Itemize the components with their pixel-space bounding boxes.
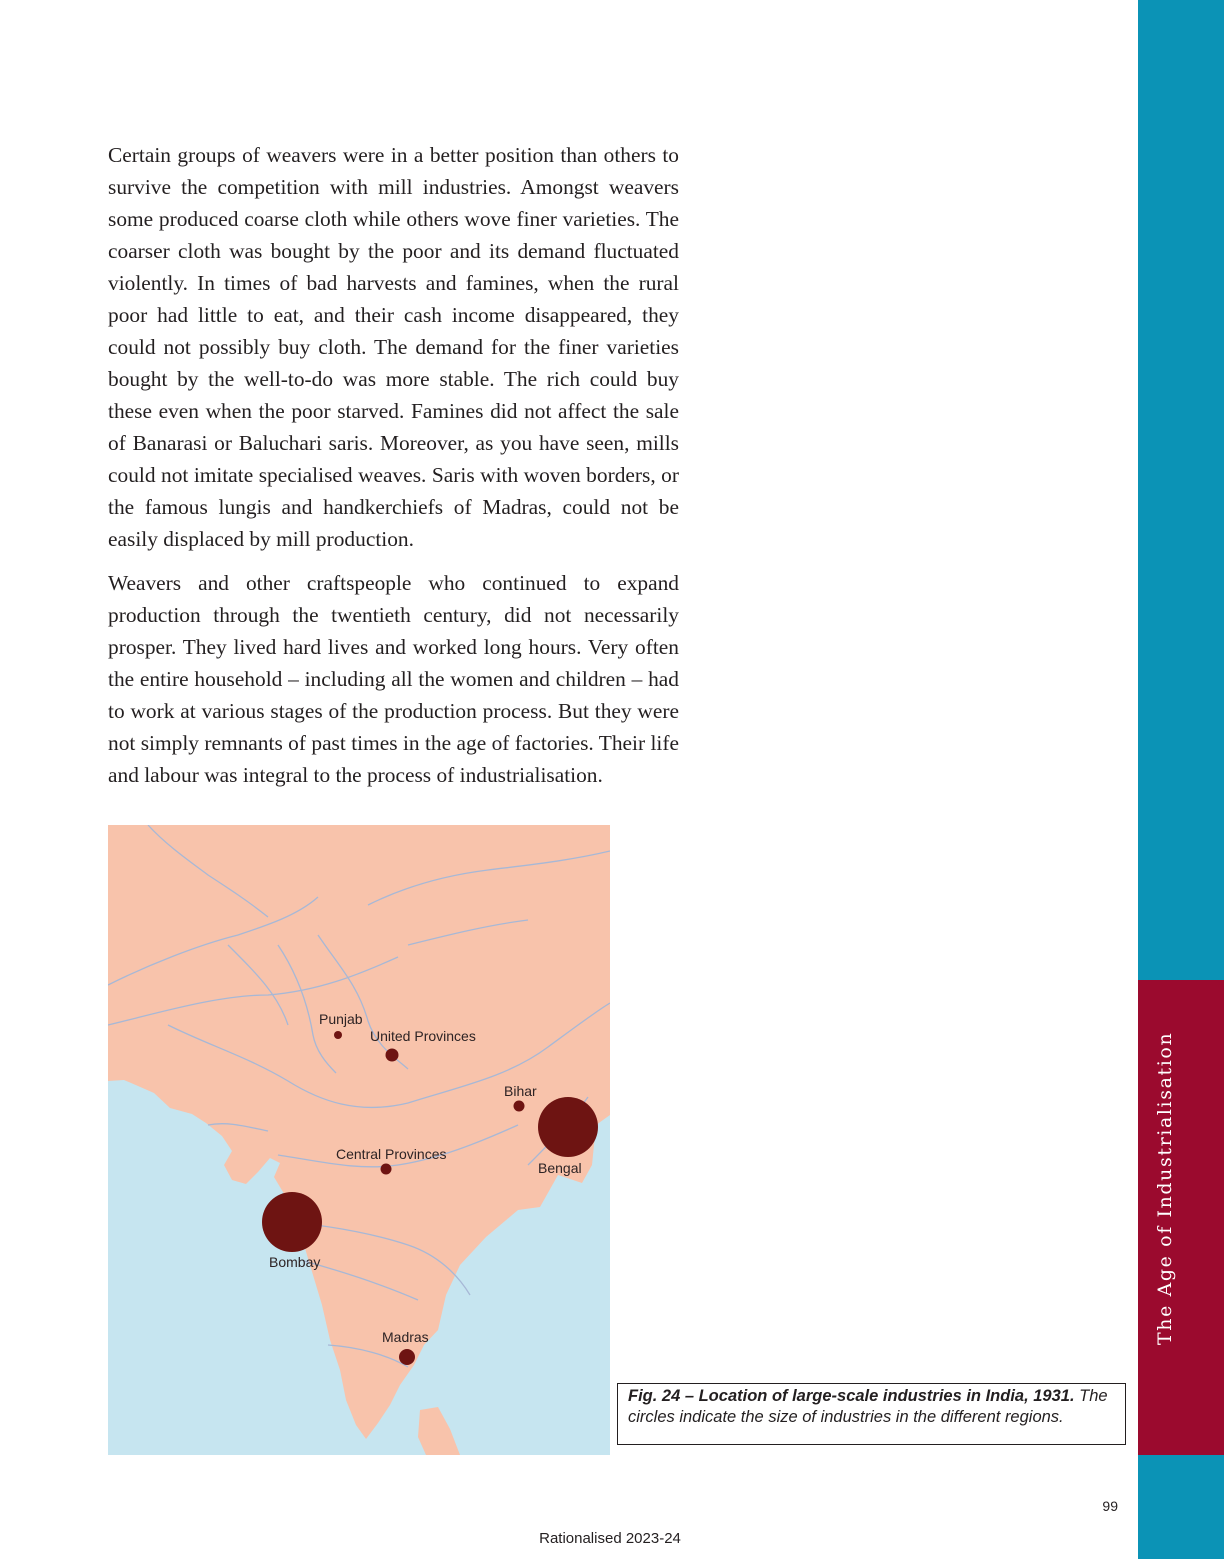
paragraph-2: Weavers and other craftspeople who continued to expand production through the twentieth century, did not necessarily prosper. They lived hard lives and worked long hours. Very often the entire household – including all the women and children – had to work at various stages of the production process. But they were not simply remnants of past times in the age of factories. Their life and labour was integral to the process of industrialisation.	[108, 571, 679, 787]
region-label-2: Bihar	[504, 1083, 537, 1099]
industry-circle-6	[399, 1349, 415, 1365]
industry-circle-1	[386, 1049, 399, 1062]
figure-title: Fig. 24 – Location of large-scale industries in India, 1931.	[628, 1387, 1075, 1405]
industry-circle-3	[538, 1097, 598, 1157]
region-label-1: United Provinces	[370, 1028, 476, 1044]
region-label-4: Central Provinces	[336, 1146, 447, 1162]
page-number: 99	[1102, 1498, 1118, 1514]
industry-circle-2	[514, 1101, 525, 1112]
industry-circle-4	[381, 1164, 392, 1175]
chapter-title: The Age of Industrialisation	[1154, 1031, 1176, 1345]
region-label-5: Bombay	[269, 1254, 321, 1270]
figure-caption	[617, 1383, 1126, 1445]
industry-circle-0	[334, 1031, 342, 1039]
industry-circle-5	[262, 1192, 322, 1252]
region-label-6: Madras	[382, 1329, 429, 1345]
map-svg	[108, 825, 610, 1455]
paragraph-1: Certain groups of weavers were in a better position than others to survive the competition with mill industries. Amongst weavers some produced coarse cloth while others wove finer varieties. The coarser cloth was bought by the poor and its demand fluctuated violently. In times of bad harvests and famines, when the rural poor had little to eat, and their cash income disappeared, they could not possibly buy cloth. The demand for the finer varieties bought by the well-to-do was more stable. The rich could buy these even when the poor starved. Famines did not affect the sale of Banarasi or Baluchari saris. Moreover, as you have seen, mills could not imitate specialised weaves. Saris with woven borders, or the famous lungis and handkerchiefs of Madras, could not be easily displaced by mill production.	[108, 143, 679, 551]
figure-description: The circles indicate the size of industries in the different regions.	[628, 1387, 1108, 1426]
footer-note: Rationalised 2023-24	[539, 1530, 681, 1547]
region-label-3: Bengal	[538, 1160, 582, 1176]
industry-map	[108, 825, 610, 1455]
region-label-0: Punjab	[319, 1011, 363, 1027]
